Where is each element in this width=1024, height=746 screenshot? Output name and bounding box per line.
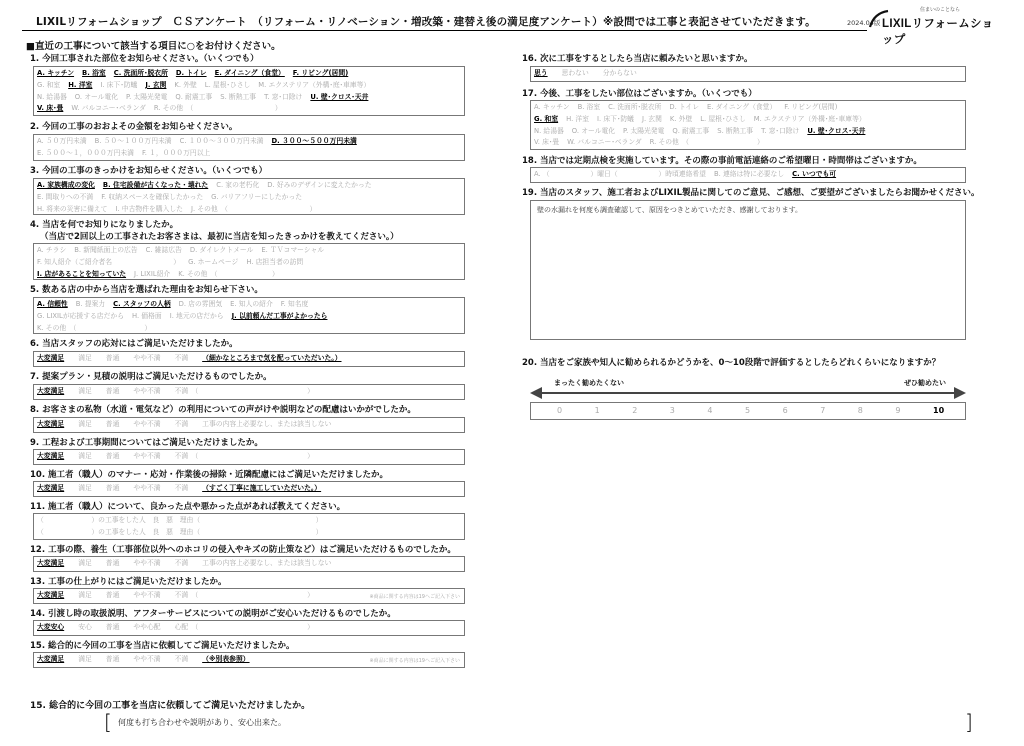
q9-row [37, 451, 461, 463]
q3-option[interactable]: E. 間取りへの不満 [37, 192, 94, 201]
q3-row [37, 204, 461, 215]
scale-left-label: まったく勧めたくない [554, 379, 624, 387]
q1-option[interactable]: L. 屋根･ひさし [204, 80, 251, 89]
q17-row [534, 102, 962, 114]
q1-option[interactable]: K. 外壁 [174, 80, 197, 89]
q1-option[interactable]: I. 床下･防蟻 [100, 80, 138, 89]
q17-option[interactable]: J. 玄関 [641, 114, 662, 123]
q3-option[interactable]: B. 住宅設備が古くなった・壊れた [102, 181, 209, 189]
survey-title: LIXILリフォームショップ ＣＳアンケート （リフォーム・リノベーション・増改築・建替え後の満足度アンケート）※設問では工事と表記させていただきます。 [36, 16, 816, 28]
q17-option[interactable]: L. 屋根･ひさし [700, 114, 746, 123]
q17-option[interactable]: T. 窓･口除け [761, 126, 800, 135]
q12-option[interactable]: 工事の内容上必要なし、または該当しない [202, 559, 332, 567]
header-rule [22, 30, 867, 31]
scale-number[interactable]: 0 [557, 406, 563, 415]
q14-option[interactable]: 普通 [105, 623, 120, 631]
q14-option[interactable]: 安心 [78, 623, 92, 631]
q1-option[interactable]: O. オール電化 [74, 92, 119, 101]
q11-row [37, 515, 461, 527]
q15-option[interactable]: 満足 [78, 655, 92, 663]
scale-number[interactable]: 9 [895, 406, 901, 415]
q3-option[interactable]: I. 中古物件を購入した [115, 204, 183, 213]
scale-right-label: ぜひ勧めたい [904, 379, 946, 387]
q8-row [37, 419, 461, 431]
q2-option[interactable]: C. １００～３００万円未満 [179, 137, 264, 145]
q20-scale-numbers [530, 402, 966, 420]
q16-option[interactable]: 思わない [561, 69, 589, 77]
q2-options [33, 134, 465, 161]
q17-option[interactable]: V. 床･畳 [534, 138, 560, 147]
logo-name: LIXILリフォームショップ [882, 18, 994, 46]
q8-option[interactable]: 不満 [174, 420, 189, 428]
q15-option[interactable]: （※別表参照） [202, 655, 250, 663]
q16-option[interactable]: 思う [534, 69, 548, 77]
q16-label: 16. 次に工事をするとしたら当店に頼みたいと思いますか。 [522, 54, 753, 64]
q13-option[interactable]: 不満 （ ） [174, 591, 314, 599]
q4-option[interactable]: K. その他 （ ） [178, 269, 279, 278]
q3-label: 3. 今回の工事のきっかけをお知らせください。（いくつでも） [30, 166, 268, 176]
q13-option[interactable]: やや不満 [133, 591, 161, 599]
q4-option[interactable]: B. 新聞紙面上の広告 [74, 246, 138, 254]
q13-note: ※商品に関する内容は19へご記入下さい [369, 594, 460, 600]
q2-option[interactable]: A. ５０万円未満 [37, 137, 87, 145]
q17-option[interactable]: F. リビング(居間) [784, 103, 838, 111]
q13-option[interactable]: 満足 [78, 591, 92, 599]
q18-option[interactable]: B. 連絡は特に必要なし [713, 170, 785, 178]
q2-option[interactable]: B. ５０～１００万円未満 [94, 137, 172, 145]
q10-option[interactable]: 不満 [174, 484, 189, 492]
q17-option[interactable]: K. 外壁 [669, 114, 693, 123]
q4-sublabel: （当店で2回以上の工事されたお客さまは、最初に当店を知ったきっかけを教えてください。） [40, 232, 399, 242]
q8-option[interactable]: やや不満 [133, 420, 161, 428]
q17-option[interactable]: H. 洋室 [566, 114, 590, 123]
q2-option[interactable]: F. １，０００万円以上 [141, 148, 211, 157]
q12-option[interactable]: 満足 [78, 559, 92, 567]
lixil-logo [868, 6, 998, 46]
q18-option[interactable]: C. いつでも可 [792, 170, 837, 178]
q8-option[interactable]: 普通 [105, 420, 120, 428]
q10-option[interactable]: 大変満足 [37, 484, 65, 492]
q3-option[interactable]: C. 家の老朽化 [216, 181, 260, 189]
q7-option[interactable]: やや不満 [133, 387, 161, 395]
q1-option[interactable]: P. 太陽光発電 [126, 92, 168, 101]
q5-option[interactable]: K. その他 （ ） [37, 323, 152, 332]
q17-option[interactable]: S. 断熱工事 [717, 126, 754, 135]
q13-label: 13. 工事の仕上がりにはご満足いただけましたか。 [30, 577, 227, 587]
q4-option[interactable]: E. ＴＶコマーシャル [261, 246, 325, 254]
scale-number[interactable]: 6 [782, 406, 788, 415]
q14-option[interactable]: 心配 （ ） [174, 623, 314, 631]
q11-option[interactable]: （ ）の工事をした人 良 悪 理由（ ） [37, 527, 323, 536]
q10-options [33, 481, 465, 497]
q1-option[interactable]: C. 洗面所･脱衣所 [113, 69, 168, 77]
q4-row [37, 257, 461, 269]
q18-row [534, 169, 962, 181]
q1-option[interactable]: V. 床･畳 [37, 104, 64, 113]
q12-row [37, 558, 461, 570]
q8-options [33, 417, 465, 433]
q5-option[interactable]: A. 信頼性 [37, 300, 68, 308]
q1-option[interactable]: Q. 耐震工事 [175, 92, 213, 101]
q15-option[interactable]: 不満 [174, 655, 189, 663]
q17-option[interactable]: W. バルコニー･ベランダ [567, 138, 642, 147]
q19-comment: 壁の水漏れを何度も調査確認して、原因をつきとめていただき、感謝しております。 [537, 206, 803, 214]
q5-option[interactable]: F. 知名度 [280, 300, 309, 308]
q6-option[interactable]: （細かなところまで気を配っていただいた。） [202, 354, 342, 362]
q17-option[interactable]: G. 和室 [534, 114, 559, 123]
q5-option[interactable]: H. 価格面 [132, 311, 162, 320]
q16-option[interactable]: 分からない [602, 69, 637, 77]
q20-label: 20. 当店をご家族や知人に勧められるかどうかを、0～10段階で評価するとしたらどれくらいになりますか？ [522, 358, 941, 368]
scale-number[interactable]: 4 [707, 406, 713, 415]
q14-label: 14. 引渡し時の取扱説明、アフターサービスについての説明がご安心いただけるものでしたか。 [30, 609, 396, 619]
q15-options [33, 652, 465, 668]
q17-option[interactable]: D. トイレ [669, 103, 700, 111]
q5-option[interactable]: J. 以前頼んだ工事がよかったら [231, 311, 328, 320]
q1-option[interactable]: R. その他 （ ） [153, 104, 282, 113]
scale-number[interactable]: 1 [594, 406, 600, 415]
scale-number[interactable]: 8 [857, 406, 863, 415]
q7-option[interactable]: 大変満足 [37, 387, 65, 395]
q5-row [37, 311, 461, 323]
q17-option[interactable]: C. 洗面所･脱衣所 [608, 103, 662, 111]
q17-option[interactable]: I. 床下･防蟻 [597, 114, 634, 123]
q4-option[interactable]: D. ダイレクトメール [189, 246, 254, 254]
q12-options [33, 556, 465, 572]
q16-options [530, 66, 966, 82]
q17-option[interactable]: U. 壁･クロス･天井 [807, 126, 866, 135]
q19-label: 19. 当店のスタッフ、施工者およびLIXIL製品に関してのご意見、ご感想、ご要望がございましたらお聞かせください。 [522, 188, 980, 198]
q4-option[interactable]: J. LIXIL紹介 [134, 269, 171, 278]
q3-option[interactable]: G. バリアフリーにしたかった [211, 192, 303, 201]
q7-options [33, 384, 465, 400]
scale-number[interactable]: 7 [820, 406, 826, 415]
q3-row [37, 180, 461, 192]
q1-option[interactable]: J. 玄関 [145, 80, 167, 89]
q5-options [33, 297, 465, 334]
q7-option[interactable]: 普通 [105, 387, 120, 395]
q14-options [33, 620, 465, 636]
q3-options [33, 178, 465, 215]
q9-label: 9. 工程および工事期間についてはご満足いただけましたか。 [30, 438, 263, 448]
q17-option[interactable]: B. 浴室 [577, 103, 601, 111]
q11-option[interactable]: （ ）の工事をした人 良 悪 理由（ ） [37, 516, 323, 524]
q9-option[interactable]: 大変満足 [37, 452, 65, 460]
q17-row [534, 137, 962, 149]
q3-option[interactable]: F. 収納スペースを確保したかった [101, 192, 204, 201]
q1-option[interactable]: W. バルコニー･ベランダ [71, 104, 146, 113]
q17-option[interactable]: R. その他 （ ） [649, 138, 764, 147]
q1-option[interactable]: B. 浴室 [82, 69, 106, 77]
q1-row [37, 92, 461, 104]
scale-number[interactable]: 10 [933, 406, 945, 415]
q12-option[interactable]: 大変満足 [37, 559, 65, 567]
q5-option[interactable]: I. 地元の店だから [169, 311, 224, 320]
bottom-question: 15. 総合的に今回の工事を当店に依頼してご満足いただけましたか。 [30, 701, 311, 711]
bracket-left: [ [104, 710, 112, 734]
q9-options [33, 449, 465, 465]
q1-option[interactable]: A. キッチン [37, 69, 75, 77]
q2-option[interactable]: D. ３００～５００万円未満 [271, 137, 357, 145]
q4-option[interactable]: F. 知人紹介（ご紹介者名 ） [37, 257, 181, 266]
q11-options [33, 513, 465, 540]
q4-row [37, 245, 461, 257]
scale-number[interactable]: 5 [745, 406, 751, 415]
q5-option[interactable]: G. LIXILが応援する店だから [37, 311, 124, 320]
q1-options [33, 66, 465, 116]
q1-option[interactable]: E. ダイニング（食堂） [214, 69, 285, 77]
q9-option[interactable]: やや不満 [133, 452, 161, 460]
logo-tagline: 住まいのことなら [920, 7, 961, 13]
q15-note: ※商品に関する内容は19へご記入下さい [369, 658, 460, 664]
q17-row [534, 114, 962, 126]
q1-option[interactable]: G. 和室 [37, 80, 61, 89]
q17-row [534, 126, 962, 138]
q16-row [534, 68, 962, 80]
q15-option[interactable]: 大変満足 [37, 655, 65, 663]
q17-option[interactable]: O. オール電化 [571, 126, 616, 135]
q4-option[interactable]: A. チラシ [37, 246, 67, 254]
q14-option[interactable]: 大変安心 [37, 623, 65, 631]
q3-option[interactable]: A. 家族構成の変化 [37, 181, 95, 189]
q10-option[interactable]: やや不満 [133, 484, 161, 492]
q2-row [37, 136, 461, 148]
q11-label: 11. 施工者（職人）について、良かった点や悪かった点があれば教えてください。 [30, 502, 346, 512]
q5-option[interactable]: D. 店の雰囲気 [178, 300, 223, 308]
q1-option[interactable]: S. 断熱工事 [220, 92, 257, 101]
q18-options [530, 167, 966, 183]
q7-label: 7. 提案プラン・見積の説明はご満足いただけるものでしたか。 [30, 372, 272, 382]
q6-option[interactable]: 大変満足 [37, 354, 65, 362]
q17-option[interactable]: P. 太陽光発電 [623, 126, 665, 135]
q1-option[interactable]: U. 壁･クロス･天井 [310, 92, 369, 101]
q1-label: 1. 今回工事された部位をお知らせください。（いくつでも） [30, 54, 259, 64]
q8-option[interactable]: 工事の内容上必要なし、または該当しない [202, 420, 332, 428]
q3-option[interactable]: H. 将来の災害に備えて [37, 204, 108, 213]
q18-option[interactable]: A. （ ）曜日（ ）時頃連絡希望 [534, 170, 706, 178]
scale-number[interactable]: 3 [669, 406, 675, 415]
q1-row [37, 68, 461, 80]
q4-options [33, 243, 465, 280]
q13-options [33, 588, 465, 604]
header [22, 6, 1012, 30]
q7-option[interactable]: 満足 [78, 387, 92, 395]
q4-option[interactable]: G. ホームページ [188, 257, 239, 266]
q18-label: 18. 当店では定期点検を実施しています。その際の事前電話連絡のご希望曜日・時間帯はございますか。 [522, 156, 922, 166]
q6-label: 6. 当店スタッフの応対にはご満足いただけましたか。 [30, 339, 238, 349]
scale-number[interactable]: 2 [632, 406, 638, 415]
q15-label: 15. 総合的に今回の工事を当店に依頼してご満足いただけましたか。 [30, 641, 295, 651]
q17-label: 17. 今後、工事をしたい部位はございますか。（いくつでも） [522, 89, 757, 99]
q5-option[interactable]: B. 提案力 [75, 300, 106, 308]
q6-options [33, 351, 465, 367]
q17-options [530, 100, 966, 150]
bottom-comment: 何度も打ち合わせや説明があり、安心出来た。 [118, 718, 286, 727]
q1-option[interactable]: M. エクステリア（外構･庭･車庫等） [258, 80, 371, 89]
q12-option[interactable]: やや不満 [133, 559, 161, 567]
q1-option[interactable]: D. トイレ [175, 69, 207, 77]
q4-option[interactable]: I. 店があることを知っていた [37, 269, 127, 278]
q6-option[interactable]: 満足 [78, 354, 92, 362]
q4-row [37, 269, 461, 280]
q10-label: 10. 施工者（職人）のマナー・応対・作業後の掃除・近隣配慮にはご満足いただけましたか。 [30, 470, 389, 480]
q13-option[interactable]: 普通 [105, 591, 120, 599]
q15-option[interactable]: やや不満 [133, 655, 161, 663]
q10-option[interactable]: 普通 [105, 484, 120, 492]
q3-option[interactable]: D. 好みのデザインに変えたかった [267, 181, 372, 189]
version-date: 2024.04版 [847, 19, 881, 27]
q9-option[interactable]: 普通 [105, 452, 120, 460]
q12-option[interactable]: 普通 [105, 559, 120, 567]
q5-row [37, 299, 461, 311]
q6-option[interactable]: 不満 [174, 354, 189, 362]
bracket-right: ] [965, 710, 973, 734]
q1-option[interactable]: N. 給湯器 [37, 92, 67, 101]
q7-option[interactable]: 不満 （ ） [174, 387, 314, 395]
instruction-lead: ■直近の工事について該当する項目に○をお付けください。 [26, 41, 281, 52]
q5-option[interactable]: E. 知人の紹介 [230, 300, 273, 308]
q13-option[interactable]: 大変満足 [37, 591, 65, 599]
q10-option[interactable]: 満足 [78, 484, 92, 492]
q4-label: 4. 当店を何でお知りになりましたか。 [30, 220, 179, 230]
q6-row [37, 353, 461, 365]
q9-option[interactable]: 不満 （ ） [174, 452, 314, 460]
q19-comment-box[interactable] [530, 200, 966, 340]
q5-option[interactable]: C. スタッフの人柄 [113, 300, 171, 308]
q10-option[interactable]: （すごく丁寧に施工していただいた。） [202, 484, 322, 492]
q10-row [37, 483, 461, 495]
q2-option[interactable]: E. ５００～１，０００万円未満 [37, 148, 134, 157]
q2-row [37, 148, 461, 160]
q1-option[interactable]: T. 窓･口除け [264, 92, 303, 101]
q3-row [37, 192, 461, 204]
q14-option[interactable]: やや心配 [133, 623, 161, 631]
q8-option[interactable]: 満足 [78, 420, 92, 428]
q1-option[interactable]: H. 洋室 [68, 80, 93, 89]
q17-option[interactable]: M. エクステリア（外構･庭･車庫等） [753, 114, 866, 123]
q9-option[interactable]: 満足 [78, 452, 92, 460]
q17-option[interactable]: Q. 耐震工事 [672, 126, 710, 135]
q5-row [37, 323, 461, 334]
q1-row [37, 103, 461, 115]
q11-row [37, 527, 461, 539]
q17-option[interactable]: E. ダイニング（食堂） [707, 103, 777, 111]
q14-row [37, 622, 461, 634]
q8-option[interactable]: 大変満足 [37, 420, 65, 428]
q17-option[interactable]: N. 給湯器 [534, 126, 564, 135]
double-arrow-icon [530, 386, 966, 400]
q17-option[interactable]: A. キッチン [534, 103, 570, 111]
q8-label: 8. お客さまの私物（水道・電気など）の利用についての声がけや説明などの配慮はいかがでしたか。 [30, 405, 416, 415]
q2-label: 2. 今回の工事のおおよその金額をお知らせください。 [30, 122, 238, 132]
q1-row [37, 80, 461, 92]
q4-option[interactable]: H. 店担当者の訪問 [246, 257, 304, 266]
q1-option[interactable]: F. リビング(居間) [292, 69, 349, 77]
q15-option[interactable]: 普通 [105, 655, 120, 663]
q12-option[interactable]: 不満 [174, 559, 189, 567]
q3-option[interactable]: J. その他 （ ） [190, 204, 317, 213]
q4-option[interactable]: C. 雑誌広告 [145, 246, 182, 254]
q7-row [37, 386, 461, 398]
q12-label: 12. 工事の際、養生（工事部位以外へのホコリの侵入やキズの防止策など）はご満足いただけるものでしたか。 [30, 545, 456, 555]
q6-option[interactable]: やや不満 [133, 354, 161, 362]
q6-option[interactable]: 普通 [105, 354, 120, 362]
q5-label: 5. 数ある店の中から当店を選ばれた理由をお知らせ下さい。 [30, 285, 263, 295]
